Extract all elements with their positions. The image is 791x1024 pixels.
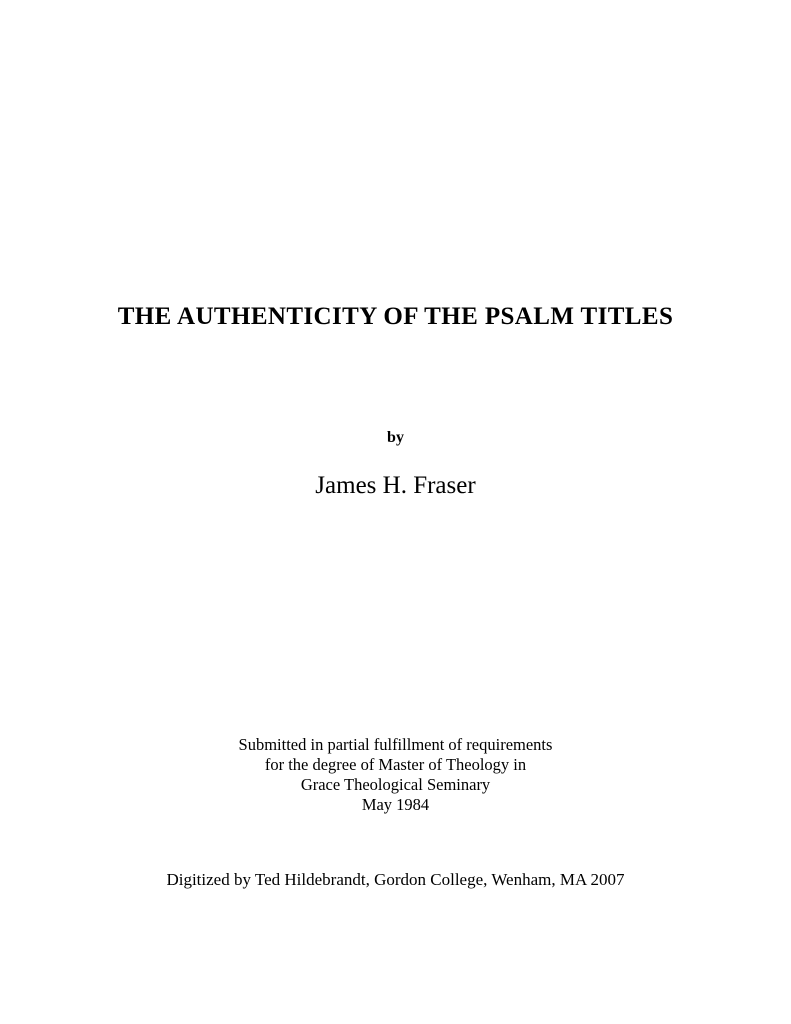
by-label: by (387, 429, 404, 446)
submission-line-3: Grace Theological Seminary (300, 775, 491, 794)
submission-block (0, 735, 791, 815)
submission-line-1: Submitted in partial fulfillment of requirements (238, 735, 553, 754)
digitized-block (0, 870, 791, 890)
title-block (0, 302, 791, 332)
author-name: James H. Fraser (315, 472, 476, 500)
submission-line-2: for the degree of Master of Theology in (264, 755, 527, 774)
byline-block (0, 428, 791, 501)
submission-line-4: May 1984 (361, 795, 430, 814)
page-title: THE AUTHENTICITY OF THE PSALM TITLES (117, 303, 674, 330)
digitized-note: Digitized by Ted Hildebrandt, Gordon College, Wenham, MA 2007 (166, 870, 625, 889)
